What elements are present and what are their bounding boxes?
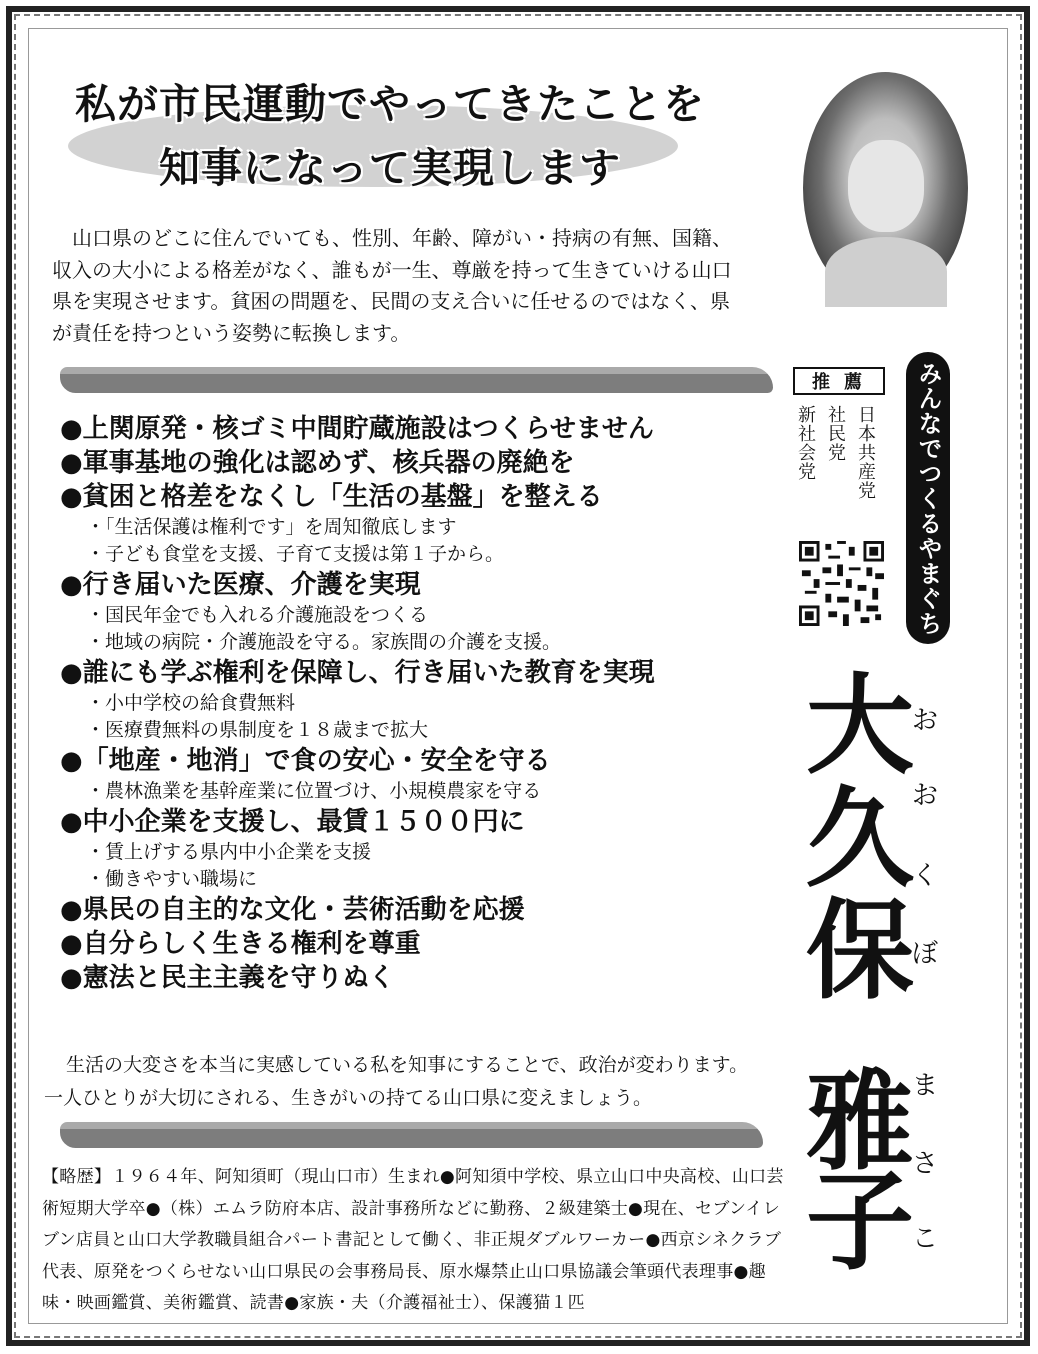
closing-line2: 一人ひとりが大切にされる、生きがいの持てる山口県に変えましょう。 [44, 1087, 653, 1109]
name-char-3: 保 [806, 889, 915, 1014]
headline-line2: 知事になって実現します [159, 144, 621, 192]
policy-item: ●誰にも学ぶ権利を保障し、行き届いた教育を実現 [60, 658, 655, 688]
policy-item: ●軍事基地の強化は認めず、核兵器の廃絶を [60, 448, 575, 478]
slogan-banner: みんなでつくるやまぐち [906, 352, 950, 644]
furigana-2: お [912, 781, 939, 811]
furigana-6: さ [912, 1149, 939, 1179]
policy-subitem: ・地域の病院・介護施設を守る。家族間の介護を支援。 [86, 631, 562, 653]
qr-code[interactable] [799, 541, 884, 626]
headline [40, 72, 740, 200]
policy-item: ●中小企業を支援し、最賃１５００円に [60, 807, 525, 837]
name-char-4: 雅 [806, 1060, 915, 1185]
party-sdp: 社民党 [825, 405, 846, 462]
policy-item: ●行き届いた医療、介護を実現 [60, 570, 421, 600]
headline-line1: 私が市民運動でやってきたことを [75, 80, 705, 128]
biography: 【略歴】１９６４年、阿知須町（現山口市）生まれ●阿知須中学校、県立山口中央高校、山口芸術短期大学卒●（株）エムラ防府本店、設計事務所などに勤務、２級建築士●現在、セブンイレブン店員と山口大学教職員組合パート書記として働く、非正規ダブルワーカー●西京シネクラブ代表、原発をつくらせない山口県民の会事務局長、原水爆禁止山口県協議会筆頭代表理事●趣味・映画鑑賞、美術鑑賞、読書●家族・夫（介護福祉士）、保護猫１匹 [42, 1167, 784, 1313]
recommend-badge: 推薦 [793, 367, 885, 395]
party-jcp: 日本共産党 [855, 405, 876, 500]
candidate-photo [803, 72, 968, 304]
policy-subitem: ・医療費無料の県制度を１８歳まで拡大 [86, 719, 429, 741]
policy-subitem: ・農林漁業を基幹産業に位置づけ、小規模農家を守る [86, 780, 542, 802]
name-char-5: 子 [806, 1160, 915, 1285]
wave-divider-top [60, 367, 773, 393]
closing-message [44, 1049, 784, 1115]
intro-paragraph [52, 223, 742, 349]
policy-subitem: ・国民年金でも入れる介護施設をつくる [86, 604, 429, 626]
policy-item: ●貧困と格差をなくし「生活の基盤」を整える [60, 482, 603, 512]
policy-item: ●上関原発・核ゴミ中間貯蔵施設はつくらせません [60, 414, 654, 444]
policy-subitem: ・「生活保護は権利です」を周知徹底します [86, 516, 457, 538]
closing-line1: 生活の大変さを本当に実感している私を知事にすることで、政治が変わります。 [66, 1054, 749, 1076]
policy-subitem: ・子ども食堂を支援、子育て支援は第１子から。 [86, 543, 505, 565]
qr-code-icon [799, 541, 884, 626]
intro-text: 山口県のどこに住んでいても、性別、年齢、障がい・持病の有無、国籍、収入の大小による格差がなく、誰もが一生、尊厳を持って生きていける山口県を実現させます。貧困の問題を、民間の支え合いに任せるのではなく、県が責任を持つという姿勢に転換します。 [52, 226, 732, 345]
furigana-5: ま [912, 1071, 939, 1101]
furigana-3: く [912, 861, 939, 891]
furigana-7: こ [912, 1224, 939, 1254]
policy-item: ●自分らしく生きる権利を尊重 [60, 929, 421, 959]
policy-subitem: ・働きやすい職場に [86, 868, 258, 890]
policy-item: ●憲法と民主主義を守りぬく [60, 963, 395, 993]
policy-subitem: ・賃上げする県内中小企業を支援 [86, 841, 372, 863]
name-char-2: 久 [806, 777, 915, 902]
policy-list [60, 412, 780, 995]
furigana-4: ぼ [912, 939, 939, 969]
policy-item: ●「地産・地消」で食の安心・安全を守る [60, 746, 551, 776]
furigana-1: お [912, 706, 939, 736]
policy-item: ●県民の自主的な文化・芸術活動を応援 [60, 895, 525, 925]
wave-divider-bottom [60, 1122, 763, 1148]
party-new-socialist: 新社会党 [795, 405, 816, 481]
name-char-1: 大 [806, 664, 915, 789]
policy-subitem: ・小中学校の給食費無料 [86, 692, 296, 714]
